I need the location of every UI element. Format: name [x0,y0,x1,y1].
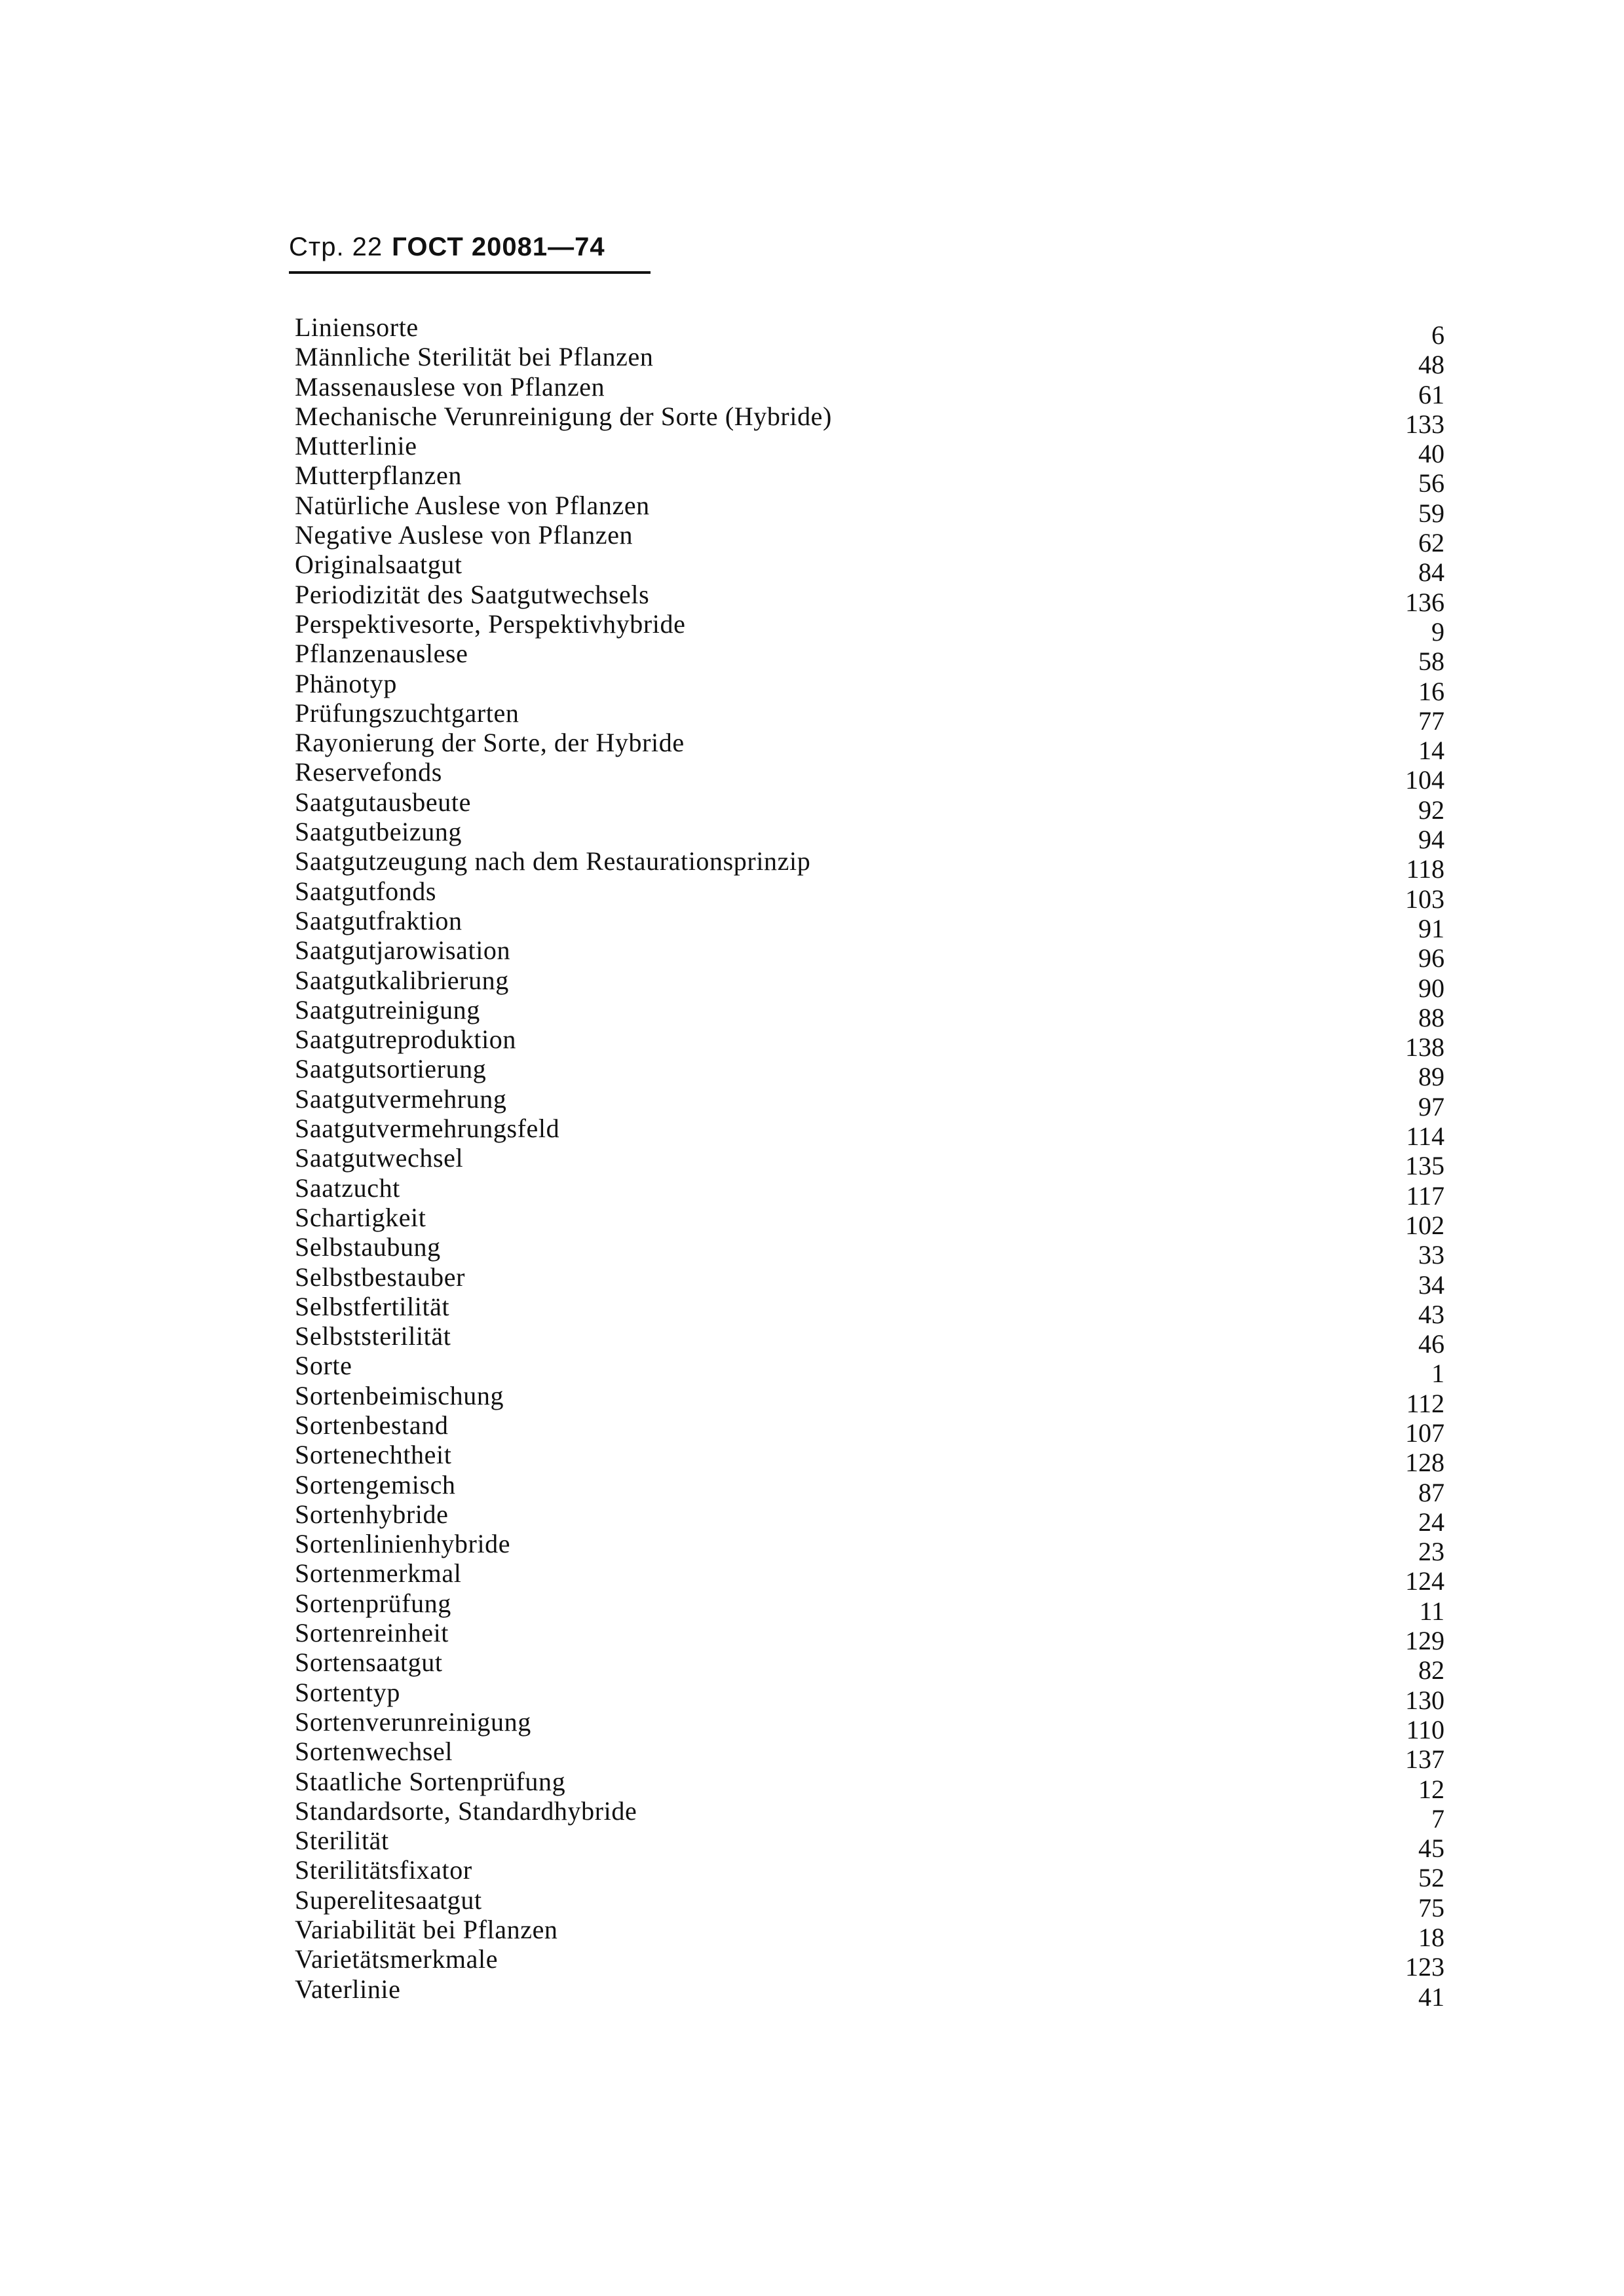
index-term: Selbstaubung [295,1232,441,1262]
index-term: Saatgutvermehrung [295,1083,507,1114]
index-term-number: 52 [1418,1863,1445,1893]
index-term: Liniensorte [295,312,419,342]
index-term: Saatgutwechsel [295,1143,464,1173]
index-term-number: 33 [1418,1240,1445,1270]
index-term-number: 124 [1405,1566,1445,1596]
index-term: Saatgutkalibrierung [295,965,509,995]
index-term-number: 62 [1418,528,1445,558]
index-entry [295,1291,1445,1329]
index-entry [295,698,1445,736]
index-entry [295,520,1445,558]
index-term-number: 1 [1431,1359,1445,1389]
index-term: Saatgutfonds [295,876,437,906]
index-term-number: 118 [1406,854,1445,884]
index-term: Negative Auslese von Pflanzen [295,520,633,550]
index-entry [295,431,1445,469]
index-entry [295,1232,1445,1270]
index-term: Sortenreinheit [295,1618,449,1648]
index-entry [295,1677,1445,1715]
index-term: Saatgutfraktion [295,905,463,935]
index-entry [295,935,1445,973]
index-term-number: 102 [1405,1210,1445,1240]
index-term: Saatgutsortierung [295,1054,487,1084]
index-term-number: 136 [1405,587,1445,617]
index-entry [295,1855,1445,1893]
index-entry [295,1915,1445,1953]
index-term-number: 88 [1418,1002,1445,1032]
index-term-number: 18 [1418,1923,1445,1953]
index-term-number: 12 [1418,1774,1445,1804]
index-entry [295,1499,1445,1537]
page-header [289,233,605,262]
index-entry [295,817,1445,855]
index-term: Saatgutbeizung [295,817,463,847]
index-entry [295,1944,1445,1982]
index-term: Männliche Sterilität bei Pflanzen [295,342,654,372]
index-term-number: 138 [1405,1032,1445,1063]
index-term-number: 56 [1418,468,1445,499]
term-index-list [295,312,1445,2012]
index-entry [295,609,1445,647]
index-term: Sortenlinienhybride [295,1529,511,1559]
index-term-number: 91 [1418,913,1445,943]
index-entry [295,639,1445,677]
index-term: Perspektivesorte, Perspektivhybride [295,609,686,639]
index-term: Sterilitätsfixator [295,1855,472,1885]
index-term-number: 14 [1418,736,1445,766]
index-term: Mutterpflanzen [295,461,462,491]
header-underline [289,271,651,274]
index-term-number: 43 [1418,1299,1445,1329]
index-term-number: 9 [1431,616,1445,647]
index-term: Sortentyp [295,1677,400,1707]
index-term: Rayonierung der Sorte, der Hybride [295,728,685,758]
index-term-number: 137 [1405,1744,1445,1775]
index-term-number: 90 [1418,973,1445,1003]
index-entry [295,1647,1445,1685]
index-entry [295,1529,1445,1567]
index-term-number: 6 [1431,320,1445,350]
index-term: Selbstbestauber [295,1262,466,1292]
index-term-number: 96 [1418,943,1445,973]
index-term-number: 103 [1405,884,1445,914]
index-term: Sortengemisch [295,1469,456,1499]
index-term-number: 75 [1418,1892,1445,1923]
index-term: Sortensaatgut [295,1647,443,1678]
index-term-number: 94 [1418,825,1445,855]
index-term-number: 34 [1418,1270,1445,1300]
index-term: Saatgutzeugung nach dem Restaurationsprinzip [295,846,811,876]
index-entry [295,1173,1445,1211]
index-term: Prüfungszuchtgarten [295,698,519,728]
index-term-number: 24 [1418,1507,1445,1537]
index-entry [295,994,1445,1032]
index-term: Pflanzenauslese [295,639,468,669]
index-term: Natürliche Auslese von Pflanzen [295,490,650,520]
index-entry [295,1410,1445,1448]
index-term: Mechanische Verunreinigung der Sorte (Hybride) [295,401,832,431]
index-entry [295,1143,1445,1181]
index-term: Originalsaatgut [295,550,463,580]
index-term: Reservefonds [295,757,442,787]
index-term: Phänotyp [295,668,397,698]
index-entry [295,550,1445,588]
index-term: Saatzucht [295,1173,400,1203]
index-entry [295,1440,1445,1478]
index-entry [295,1083,1445,1121]
index-term: Saatgutausbeute [295,787,471,817]
index-entry [295,1380,1445,1418]
index-entry [295,965,1445,1003]
index-term: Saatgutreproduktion [295,1025,517,1055]
index-entry [295,1885,1445,1923]
index-entry [295,1766,1445,1804]
index-term: Varietätsmerkmale [295,1944,499,1974]
index-term-number: 77 [1418,706,1445,736]
index-entry [295,1025,1445,1063]
index-entry [295,1826,1445,1864]
index-term-number: 46 [1418,1329,1445,1359]
index-term: Vaterlinie [295,1974,401,2004]
index-entry [295,905,1445,943]
index-term-number: 45 [1418,1834,1445,1864]
index-term: Standardsorte, Standardhybride [295,1796,637,1826]
index-term: Sortenechtheit [295,1440,452,1470]
index-term: Staatliche Sortenprüfung [295,1766,566,1796]
index-term-number: 92 [1418,795,1445,825]
index-term: Variabilität bei Pflanzen [295,1915,558,1945]
page-number-label: Стр. 22 [289,233,383,261]
index-entry [295,490,1445,528]
index-term: Massenauslese von Pflanzen [295,371,605,402]
index-entry [295,846,1445,884]
index-entry [295,668,1445,706]
index-term-number: 11 [1419,1596,1445,1626]
index-entry [295,787,1445,825]
index-term: Selbststerilität [295,1321,451,1351]
index-term-number: 89 [1418,1062,1445,1092]
index-term-number: 135 [1405,1151,1445,1181]
index-term: Sortenprüfung [295,1588,451,1618]
index-term: Saatgutjarowisation [295,935,511,966]
index-entry [295,1796,1445,1834]
index-entry [295,1706,1445,1744]
index-entry [295,1262,1445,1300]
index-entry [295,1737,1445,1775]
index-entry [295,579,1445,617]
index-term-number: 104 [1405,765,1445,795]
index-term: Superelitesaatgut [295,1885,482,1915]
index-entry [295,1321,1445,1359]
index-term-number: 123 [1405,1952,1445,1982]
index-term: Sortenmerkmal [295,1558,462,1589]
index-term-number: 117 [1406,1180,1445,1211]
index-term-number: 84 [1418,557,1445,588]
index-term-number: 130 [1405,1685,1445,1715]
index-term: Mutterlinie [295,431,417,461]
index-term: Selbstfertilität [295,1291,450,1321]
index-entry [295,1114,1445,1152]
index-term: Schartigkeit [295,1202,426,1232]
index-entry [295,461,1445,499]
index-term: Sortenverunreinigung [295,1706,531,1737]
index-term: Sorte [295,1351,352,1381]
index-term-number: 41 [1418,1982,1445,2012]
index-term-number: 23 [1418,1537,1445,1567]
index-term: Sortenhybride [295,1499,449,1529]
index-term-number: 133 [1405,409,1445,439]
index-entry [295,1202,1445,1240]
index-entry [295,371,1445,409]
index-entry [295,1588,1445,1626]
index-term-number: 114 [1406,1121,1445,1152]
index-entry [295,728,1445,766]
index-term-number: 7 [1431,1803,1445,1834]
index-entry [295,1558,1445,1596]
index-term: Sterilität [295,1826,389,1856]
index-term: Saatgutvermehrungsfeld [295,1114,560,1144]
index-entry [295,757,1445,795]
index-term-number: 110 [1406,1714,1445,1744]
index-entry [295,342,1445,380]
index-entry [295,1351,1445,1389]
index-term: Saatgutreinigung [295,994,480,1025]
standard-designation: ГОСТ 20081—74 [392,233,605,261]
index-term-number: 107 [1405,1418,1445,1448]
index-entry [295,876,1445,914]
index-term: Sortenwechsel [295,1737,453,1767]
index-entry [295,1469,1445,1507]
index-entry [295,401,1445,439]
index-term-number: 97 [1418,1091,1445,1121]
index-entry [295,1054,1445,1092]
index-term-number: 58 [1418,647,1445,677]
index-term-number: 129 [1405,1626,1445,1656]
index-term-number: 128 [1405,1448,1445,1478]
index-term-number: 40 [1418,439,1445,469]
index-entry [295,1974,1445,2012]
index-term: Sortenbestand [295,1410,449,1440]
index-term-number: 48 [1418,350,1445,380]
index-term-number: 59 [1418,498,1445,528]
index-term: Periodizität des Saatgutwechsels [295,579,650,609]
index-entry [295,312,1445,350]
index-term-number: 61 [1418,379,1445,409]
index-term-number: 16 [1418,676,1445,706]
index-term-number: 87 [1418,1477,1445,1507]
index-term-number: 82 [1418,1655,1445,1685]
index-entry [295,1618,1445,1656]
index-term: Sortenbeimischung [295,1380,504,1410]
index-term-number: 112 [1406,1388,1445,1418]
